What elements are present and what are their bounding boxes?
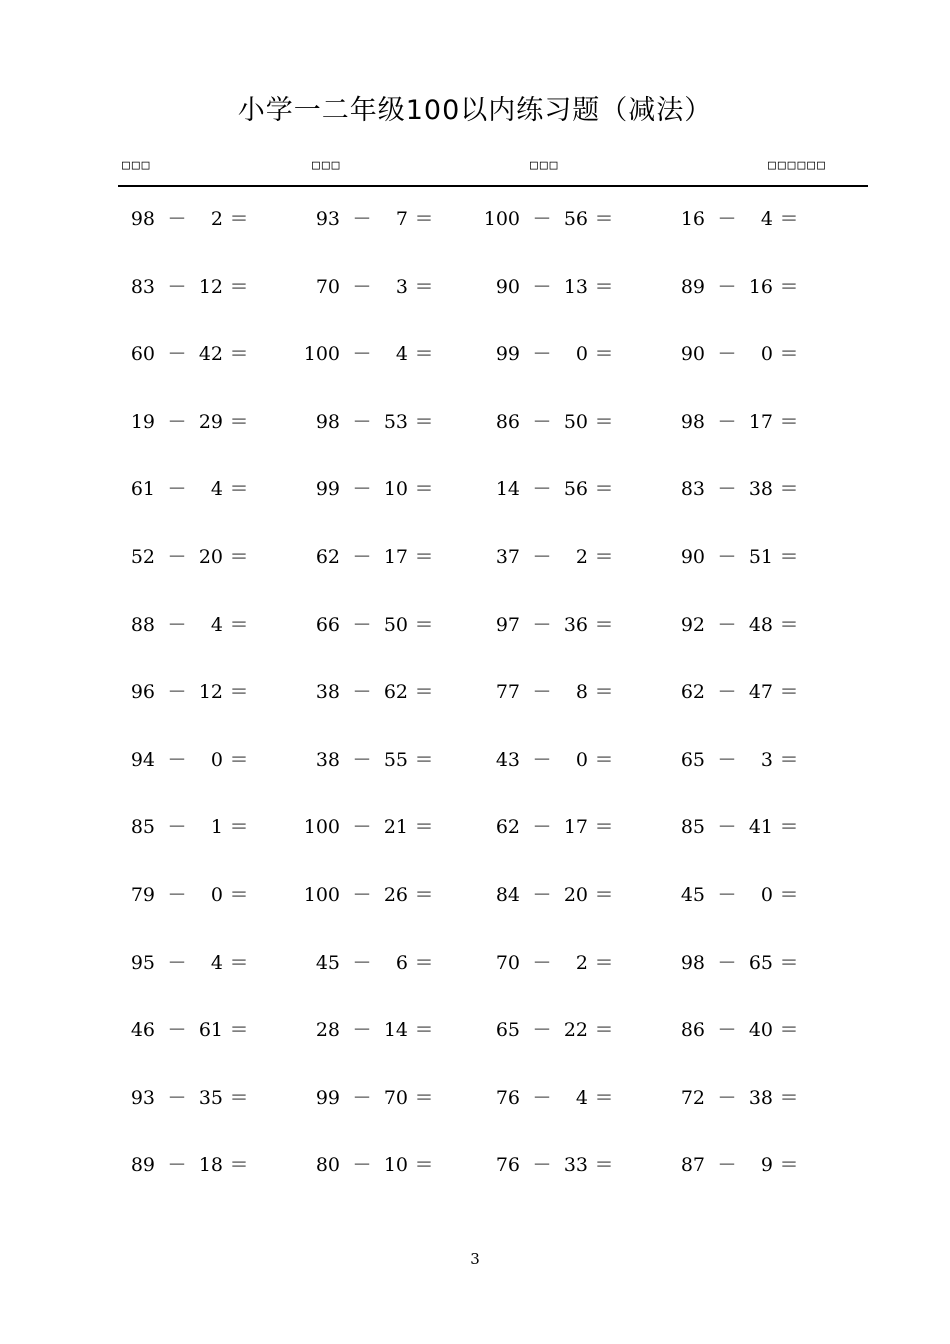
minuend: 88 xyxy=(130,613,155,636)
equals-sign: ＝ xyxy=(594,681,614,704)
subtrahend: 22 xyxy=(563,1019,588,1042)
minuend: 92 xyxy=(680,613,705,636)
minus-sign: － xyxy=(352,1086,372,1109)
minuend: 100 xyxy=(303,343,340,366)
minus-sign: － xyxy=(532,748,552,771)
equals-sign: ＝ xyxy=(229,478,249,501)
minus-sign: － xyxy=(717,546,737,568)
subtrahend: 21 xyxy=(383,816,408,839)
equals-sign: ＝ xyxy=(229,546,249,568)
equals-sign: ＝ xyxy=(779,613,799,636)
minus-sign: － xyxy=(717,1019,737,1042)
subtrahend: 26 xyxy=(383,884,408,906)
minuend: 46 xyxy=(130,1019,155,1042)
minus-sign: － xyxy=(532,208,552,230)
subtrahend: 4 xyxy=(395,343,408,366)
subtrahend: 56 xyxy=(563,478,588,501)
equals-sign: ＝ xyxy=(414,478,434,501)
minuend: 83 xyxy=(130,275,155,298)
subtrahend: 35 xyxy=(198,1086,223,1109)
subtrahend: 0 xyxy=(760,343,773,366)
subtrahend: 42 xyxy=(198,343,223,366)
minuend: 62 xyxy=(680,681,705,704)
equals-sign: ＝ xyxy=(779,275,799,298)
subtrahend: 48 xyxy=(748,613,773,636)
equals-sign: ＝ xyxy=(414,208,434,230)
subtrahend: 17 xyxy=(383,546,408,568)
minus-sign: － xyxy=(717,613,737,636)
minuend: 99 xyxy=(495,343,520,366)
minus-sign: － xyxy=(532,275,552,298)
minuend: 99 xyxy=(315,1086,340,1109)
subtrahend: 16 xyxy=(748,275,773,298)
minus-sign: － xyxy=(352,816,372,839)
minuend: 61 xyxy=(130,478,155,501)
equals-sign: ＝ xyxy=(229,613,249,636)
minus-sign: － xyxy=(717,208,737,230)
page-title: 小学一二年级100以内练习题（减法） xyxy=(237,95,713,126)
minus-sign: － xyxy=(532,613,552,636)
equals-sign: ＝ xyxy=(594,884,614,906)
equals-sign: ＝ xyxy=(594,1086,614,1109)
minus-sign: － xyxy=(167,884,187,906)
equals-sign: ＝ xyxy=(229,816,249,839)
minus-sign: － xyxy=(167,816,187,839)
equals-sign: ＝ xyxy=(779,1154,799,1177)
subtrahend: 0 xyxy=(575,343,588,366)
minus-sign: － xyxy=(717,951,737,974)
minuend: 99 xyxy=(315,478,340,501)
minuend: 85 xyxy=(130,816,155,839)
equals-sign: ＝ xyxy=(779,343,799,366)
equals-sign: ＝ xyxy=(229,681,249,704)
minuend: 85 xyxy=(680,816,705,839)
equals-sign: ＝ xyxy=(594,1019,614,1042)
minus-sign: － xyxy=(167,1154,187,1177)
minus-sign: － xyxy=(352,343,372,366)
equals-sign: ＝ xyxy=(414,816,434,839)
equals-sign: ＝ xyxy=(414,951,434,974)
equals-sign: ＝ xyxy=(229,1086,249,1109)
subtrahend: 0 xyxy=(210,884,223,906)
equals-sign: ＝ xyxy=(594,208,614,230)
page-number: 3 xyxy=(470,1250,480,1268)
header-label-2: □□□ xyxy=(312,158,342,173)
subtrahend: 3 xyxy=(395,275,408,298)
equals-sign: ＝ xyxy=(594,816,614,839)
problem-row xyxy=(0,880,950,910)
subtrahend: 33 xyxy=(563,1154,588,1177)
minuend: 89 xyxy=(130,1154,155,1177)
equals-sign: ＝ xyxy=(414,410,434,433)
minus-sign: － xyxy=(167,546,187,568)
minuend: 70 xyxy=(315,275,340,298)
minuend: 16 xyxy=(680,208,705,230)
subtrahend: 4 xyxy=(575,1086,588,1109)
minus-sign: － xyxy=(167,410,187,433)
equals-sign: ＝ xyxy=(229,410,249,433)
equals-sign: ＝ xyxy=(414,748,434,771)
equals-sign: ＝ xyxy=(594,613,614,636)
equals-sign: ＝ xyxy=(779,681,799,704)
equals-sign: ＝ xyxy=(229,951,249,974)
minus-sign: － xyxy=(352,613,372,636)
problem-row xyxy=(0,1150,950,1180)
problem-row xyxy=(0,745,950,775)
subtrahend: 3 xyxy=(760,748,773,771)
minuend: 76 xyxy=(495,1154,520,1177)
minuend: 62 xyxy=(315,546,340,568)
minus-sign: － xyxy=(717,478,737,501)
subtrahend: 36 xyxy=(563,613,588,636)
minus-sign: － xyxy=(352,1154,372,1177)
subtrahend: 50 xyxy=(383,613,408,636)
subtrahend: 0 xyxy=(210,748,223,771)
minuend: 79 xyxy=(130,884,155,906)
equals-sign: ＝ xyxy=(229,1019,249,1042)
minus-sign: － xyxy=(717,816,737,839)
header-label-4: □□□□□□ xyxy=(768,158,827,173)
minuend: 100 xyxy=(303,884,340,906)
minus-sign: － xyxy=(532,681,552,704)
minuend: 52 xyxy=(130,546,155,568)
equals-sign: ＝ xyxy=(594,478,614,501)
subtrahend: 56 xyxy=(563,208,588,230)
minus-sign: － xyxy=(532,1019,552,1042)
subtrahend: 53 xyxy=(383,410,408,433)
minuend: 100 xyxy=(483,208,520,230)
subtrahend: 12 xyxy=(198,275,223,298)
subtrahend: 10 xyxy=(383,478,408,501)
minuend: 65 xyxy=(495,1019,520,1042)
problem-row xyxy=(0,610,950,640)
equals-sign: ＝ xyxy=(414,681,434,704)
equals-sign: ＝ xyxy=(229,343,249,366)
subtrahend: 70 xyxy=(383,1086,408,1109)
problem-row xyxy=(0,948,950,978)
minus-sign: － xyxy=(167,343,187,366)
minuend: 90 xyxy=(495,275,520,298)
minus-sign: － xyxy=(167,748,187,771)
equals-sign: ＝ xyxy=(594,343,614,366)
equals-sign: ＝ xyxy=(414,343,434,366)
equals-sign: ＝ xyxy=(594,275,614,298)
minus-sign: － xyxy=(167,275,187,298)
minus-sign: － xyxy=(352,1019,372,1042)
minus-sign: － xyxy=(352,478,372,501)
minuend: 89 xyxy=(680,275,705,298)
subtrahend: 0 xyxy=(760,884,773,906)
equals-sign: ＝ xyxy=(414,1019,434,1042)
equals-sign: ＝ xyxy=(779,478,799,501)
subtrahend: 61 xyxy=(198,1019,223,1042)
minus-sign: － xyxy=(352,681,372,704)
minus-sign: － xyxy=(717,410,737,433)
equals-sign: ＝ xyxy=(414,884,434,906)
minuend: 76 xyxy=(495,1086,520,1109)
minuend: 28 xyxy=(315,1019,340,1042)
equals-sign: ＝ xyxy=(414,613,434,636)
subtrahend: 17 xyxy=(748,410,773,433)
equals-sign: ＝ xyxy=(594,748,614,771)
subtrahend: 12 xyxy=(198,681,223,704)
subtrahend: 4 xyxy=(210,478,223,501)
minus-sign: － xyxy=(532,1086,552,1109)
minus-sign: － xyxy=(352,748,372,771)
problem-row xyxy=(0,1015,950,1045)
equals-sign: ＝ xyxy=(594,410,614,433)
minuend: 45 xyxy=(315,951,340,974)
minus-sign: － xyxy=(717,275,737,298)
subtrahend: 4 xyxy=(760,208,773,230)
equals-sign: ＝ xyxy=(229,275,249,298)
equals-sign: ＝ xyxy=(779,546,799,568)
subtrahend: 40 xyxy=(748,1019,773,1042)
subtrahend: 2 xyxy=(575,951,588,974)
minuend: 86 xyxy=(495,410,520,433)
minuend: 90 xyxy=(680,546,705,568)
subtrahend: 38 xyxy=(748,478,773,501)
equals-sign: ＝ xyxy=(779,1019,799,1042)
minus-sign: － xyxy=(532,546,552,568)
subtrahend: 55 xyxy=(383,748,408,771)
problem-row xyxy=(0,407,950,437)
minus-sign: － xyxy=(352,410,372,433)
subtrahend: 4 xyxy=(210,613,223,636)
minuend: 37 xyxy=(495,546,520,568)
equals-sign: ＝ xyxy=(229,884,249,906)
subtrahend: 62 xyxy=(383,681,408,704)
equals-sign: ＝ xyxy=(594,546,614,568)
subtrahend: 20 xyxy=(198,546,223,568)
minus-sign: － xyxy=(717,343,737,366)
minuend: 70 xyxy=(495,951,520,974)
problem-row xyxy=(0,542,950,572)
minuend: 95 xyxy=(130,951,155,974)
minuend: 98 xyxy=(315,410,340,433)
subtrahend: 50 xyxy=(563,410,588,433)
minus-sign: － xyxy=(532,478,552,501)
minuend: 43 xyxy=(495,748,520,771)
minuend: 38 xyxy=(315,748,340,771)
subtrahend: 8 xyxy=(575,681,588,704)
subtrahend: 10 xyxy=(383,1154,408,1177)
subtrahend: 2 xyxy=(575,546,588,568)
subtrahend: 14 xyxy=(383,1019,408,1042)
equals-sign: ＝ xyxy=(779,816,799,839)
subtrahend: 7 xyxy=(395,208,408,230)
minus-sign: － xyxy=(717,884,737,906)
minuend: 86 xyxy=(680,1019,705,1042)
subtrahend: 38 xyxy=(748,1086,773,1109)
minus-sign: － xyxy=(167,208,187,230)
minuend: 60 xyxy=(130,343,155,366)
subtrahend: 29 xyxy=(198,410,223,433)
minus-sign: － xyxy=(352,546,372,568)
equals-sign: ＝ xyxy=(779,208,799,230)
problem-row xyxy=(0,474,950,504)
minus-sign: － xyxy=(167,681,187,704)
subtrahend: 17 xyxy=(563,816,588,839)
equals-sign: ＝ xyxy=(779,748,799,771)
equals-sign: ＝ xyxy=(779,884,799,906)
minus-sign: － xyxy=(167,951,187,974)
subtrahend: 18 xyxy=(198,1154,223,1177)
minuend: 45 xyxy=(680,884,705,906)
equals-sign: ＝ xyxy=(229,1154,249,1177)
equals-sign: ＝ xyxy=(414,1154,434,1177)
equals-sign: ＝ xyxy=(594,1154,614,1177)
minuend: 93 xyxy=(315,208,340,230)
minus-sign: － xyxy=(532,884,552,906)
problem-row xyxy=(0,272,950,302)
minus-sign: － xyxy=(532,343,552,366)
header-label-3: □□□ xyxy=(530,158,560,173)
equals-sign: ＝ xyxy=(779,951,799,974)
minus-sign: － xyxy=(532,951,552,974)
minuend: 94 xyxy=(130,748,155,771)
subtrahend: 51 xyxy=(748,546,773,568)
minus-sign: － xyxy=(167,1019,187,1042)
problem-row xyxy=(0,339,950,369)
minuend: 98 xyxy=(680,410,705,433)
equals-sign: ＝ xyxy=(594,951,614,974)
minus-sign: － xyxy=(717,1154,737,1177)
minus-sign: － xyxy=(532,816,552,839)
subtrahend: 13 xyxy=(563,275,588,298)
minuend: 19 xyxy=(130,410,155,433)
subtrahend: 4 xyxy=(210,951,223,974)
minus-sign: － xyxy=(167,1086,187,1109)
problem-row xyxy=(0,677,950,707)
minuend: 98 xyxy=(130,208,155,230)
minuend: 87 xyxy=(680,1154,705,1177)
minuend: 83 xyxy=(680,478,705,501)
problem-row xyxy=(0,1083,950,1113)
minuend: 97 xyxy=(495,613,520,636)
minus-sign: － xyxy=(532,410,552,433)
equals-sign: ＝ xyxy=(414,275,434,298)
minus-sign: － xyxy=(167,613,187,636)
equals-sign: ＝ xyxy=(229,748,249,771)
equals-sign: ＝ xyxy=(779,410,799,433)
minuend: 100 xyxy=(303,816,340,839)
minuend: 80 xyxy=(315,1154,340,1177)
minuend: 96 xyxy=(130,681,155,704)
minuend: 93 xyxy=(130,1086,155,1109)
equals-sign: ＝ xyxy=(779,1086,799,1109)
equals-sign: ＝ xyxy=(414,1086,434,1109)
equals-sign: ＝ xyxy=(414,546,434,568)
minus-sign: － xyxy=(717,748,737,771)
minuend: 84 xyxy=(495,884,520,906)
minuend: 65 xyxy=(680,748,705,771)
minuend: 72 xyxy=(680,1086,705,1109)
minuend: 90 xyxy=(680,343,705,366)
problem-row xyxy=(0,204,950,234)
header-label-1: □□□ xyxy=(122,158,152,173)
minus-sign: － xyxy=(717,1086,737,1109)
minus-sign: － xyxy=(352,951,372,974)
subtrahend: 47 xyxy=(748,681,773,704)
minus-sign: － xyxy=(532,1154,552,1177)
minus-sign: － xyxy=(167,478,187,501)
minuend: 77 xyxy=(495,681,520,704)
subtrahend: 20 xyxy=(563,884,588,906)
minuend: 62 xyxy=(495,816,520,839)
minus-sign: － xyxy=(352,275,372,298)
subtrahend: 2 xyxy=(210,208,223,230)
minuend: 38 xyxy=(315,681,340,704)
subtrahend: 41 xyxy=(748,816,773,839)
subtrahend: 6 xyxy=(395,951,408,974)
minuend: 14 xyxy=(495,478,520,501)
subtrahend: 65 xyxy=(748,951,773,974)
problem-row xyxy=(0,812,950,842)
minuend: 98 xyxy=(680,951,705,974)
equals-sign: ＝ xyxy=(229,208,249,230)
subtrahend: 9 xyxy=(760,1154,773,1177)
minus-sign: － xyxy=(352,884,372,906)
subtrahend: 0 xyxy=(575,748,588,771)
minuend: 66 xyxy=(315,613,340,636)
minus-sign: － xyxy=(352,208,372,230)
minus-sign: － xyxy=(717,681,737,704)
subtrahend: 1 xyxy=(210,816,223,839)
